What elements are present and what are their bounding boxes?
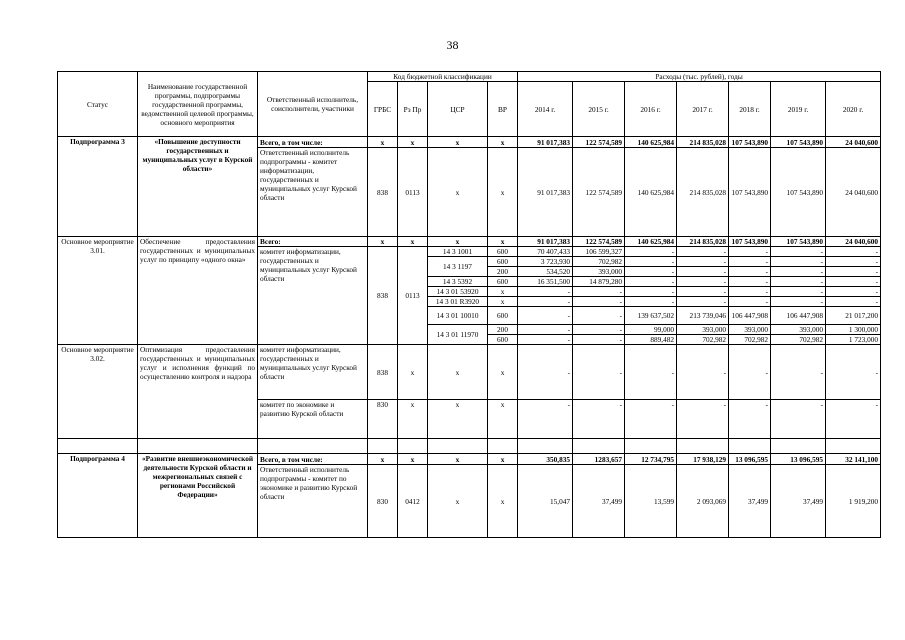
value-cell: - bbox=[826, 297, 881, 307]
value-cell: 24 040,600 bbox=[826, 148, 881, 237]
sub4-total-label: Всего, в том числе: bbox=[258, 454, 368, 465]
value-cell: 91 017,383 bbox=[518, 148, 573, 237]
value-cell: - bbox=[573, 325, 625, 335]
x-mark: х bbox=[368, 237, 398, 247]
value-cell: 13 096,595 bbox=[771, 454, 826, 465]
vr-cell: 600 bbox=[488, 247, 518, 257]
value-cell: - bbox=[771, 257, 826, 267]
value-cell: - bbox=[573, 287, 625, 297]
value-cell: - bbox=[518, 400, 573, 439]
vr-cell: х bbox=[488, 287, 518, 297]
value-cell: - bbox=[518, 335, 573, 345]
value-cell: 107 543,890 bbox=[729, 148, 771, 237]
value-cell: - bbox=[826, 257, 881, 267]
header-name: Наименование государственной программы, подпрограммы государственной программы, ведомственной целевой программы, основного мероприятия bbox=[138, 72, 258, 137]
value-cell: 139 637,502 bbox=[625, 307, 677, 325]
value-cell: 32 141,100 bbox=[826, 454, 881, 465]
x-mark: х bbox=[398, 137, 428, 148]
value-cell: - bbox=[677, 345, 729, 400]
m301-exec-label: комитет информатизации, государственных и муниципальных услуг Курской области bbox=[258, 247, 368, 345]
value-cell: 140 625,984 bbox=[625, 237, 677, 247]
x-mark: х bbox=[488, 454, 518, 465]
m302-exec2-label: комитет по экономике и развитию Курской области bbox=[258, 400, 368, 439]
value-cell: - bbox=[677, 400, 729, 439]
value-cell: 13 096,595 bbox=[729, 454, 771, 465]
csr-cell: 14 3 1001 bbox=[428, 247, 488, 257]
value-cell: 214 835,028 bbox=[677, 148, 729, 237]
value-cell: - bbox=[771, 345, 826, 400]
value-cell: 702,982 bbox=[771, 335, 826, 345]
value-cell: - bbox=[771, 287, 826, 297]
value-cell: - bbox=[677, 277, 729, 287]
value-cell: - bbox=[826, 247, 881, 257]
value-cell: 12 734,795 bbox=[625, 454, 677, 465]
value-cell: 1 919,200 bbox=[826, 465, 881, 538]
value-cell: - bbox=[771, 277, 826, 287]
value-cell: 70 407,433 bbox=[518, 247, 573, 257]
m301-total-label: Всего: bbox=[258, 237, 368, 247]
value-cell: - bbox=[518, 297, 573, 307]
value-cell: 2 093,069 bbox=[677, 465, 729, 538]
csr-cell: 14 3 1197 bbox=[428, 257, 488, 277]
vr-cell: 600 bbox=[488, 257, 518, 267]
value-cell: 15,047 bbox=[518, 465, 573, 538]
value-cell: 107 543,890 bbox=[771, 137, 826, 148]
value-cell: 1 723,000 bbox=[826, 335, 881, 345]
rzpr-cell: 0113 bbox=[398, 247, 428, 345]
header-year: 2019 г. bbox=[771, 82, 826, 137]
vr-cell: 600 bbox=[488, 335, 518, 345]
header-row-1 bbox=[58, 72, 881, 82]
value-cell: - bbox=[625, 247, 677, 257]
value-cell: 122 574,589 bbox=[573, 137, 625, 148]
value-cell: - bbox=[677, 257, 729, 267]
header-vr: ВР bbox=[488, 82, 518, 137]
value-cell: 534,520 bbox=[518, 267, 573, 277]
x-mark: х bbox=[368, 137, 398, 148]
value-cell: - bbox=[729, 297, 771, 307]
value-cell: 350,835 bbox=[518, 454, 573, 465]
value-cell: - bbox=[625, 297, 677, 307]
value-cell: - bbox=[625, 277, 677, 287]
value-cell: - bbox=[729, 257, 771, 267]
x-mark: х bbox=[488, 237, 518, 247]
value-cell: - bbox=[573, 335, 625, 345]
header-year: 2020 г. bbox=[826, 82, 881, 137]
csr-cell: 14 3 5392 bbox=[428, 277, 488, 287]
header-csr: ЦСР bbox=[428, 82, 488, 137]
value-cell: 91 017,383 bbox=[518, 137, 573, 148]
x-mark: х bbox=[368, 454, 398, 465]
header-year: 2015 г. bbox=[573, 82, 625, 137]
value-cell: 106 599,327 bbox=[573, 247, 625, 257]
value-cell: - bbox=[518, 287, 573, 297]
x-mark: х bbox=[488, 148, 518, 237]
m302-name: Оптимизация предоставления государственных и муниципальных услуг и исполнения функций по осуществлению контроля и надзора bbox=[138, 345, 258, 439]
m302-exec1-row bbox=[58, 345, 881, 400]
value-cell: 24 040,600 bbox=[826, 137, 881, 148]
csr-cell: 14 3 01 53920 bbox=[428, 287, 488, 297]
value-cell: - bbox=[625, 400, 677, 439]
sub4-total-row bbox=[58, 454, 881, 465]
m301-total-row bbox=[58, 237, 881, 247]
sub3-total-row bbox=[58, 137, 881, 148]
header-year: 2018 г. bbox=[729, 82, 771, 137]
value-cell: - bbox=[573, 307, 625, 325]
header-year: 2014 г. bbox=[518, 82, 573, 137]
vr-cell: 200 bbox=[488, 325, 518, 335]
value-cell: - bbox=[625, 267, 677, 277]
value-cell: - bbox=[518, 345, 573, 400]
x-mark: х bbox=[428, 465, 488, 538]
value-cell: 393,000 bbox=[771, 325, 826, 335]
value-cell: 140 625,984 bbox=[625, 137, 677, 148]
grbs-cell: 838 bbox=[368, 345, 398, 400]
value-cell: 107 543,890 bbox=[729, 137, 771, 148]
value-cell: 107 543,890 bbox=[771, 237, 826, 247]
value-cell: 37,499 bbox=[729, 465, 771, 538]
value-cell: - bbox=[573, 297, 625, 307]
header-year: 2017 г. bbox=[677, 82, 729, 137]
value-cell: 393,000 bbox=[677, 325, 729, 335]
value-cell: 24 040,600 bbox=[826, 237, 881, 247]
grbs-cell: 830 bbox=[368, 400, 398, 439]
csr-cell: 14 3 01 R3920 bbox=[428, 297, 488, 307]
value-cell: 106 447,908 bbox=[771, 307, 826, 325]
sub3-status: Подпрограмма 3 bbox=[58, 137, 138, 237]
value-cell: - bbox=[771, 297, 826, 307]
value-cell: - bbox=[729, 247, 771, 257]
grbs-cell: 838 bbox=[368, 247, 398, 345]
x-mark: х bbox=[398, 454, 428, 465]
value-cell: - bbox=[771, 400, 826, 439]
header-status: Статус bbox=[58, 72, 138, 137]
value-cell: 122 574,589 bbox=[573, 148, 625, 237]
x-mark: х bbox=[428, 137, 488, 148]
value-cell: - bbox=[677, 287, 729, 297]
csr-cell: 14 3 01 10010 bbox=[428, 307, 488, 325]
budget-table bbox=[57, 71, 881, 538]
grbs-cell: 838 bbox=[368, 148, 398, 237]
value-cell: - bbox=[573, 345, 625, 400]
value-cell: 213 739,046 bbox=[677, 307, 729, 325]
rzpr-cell: 0113 bbox=[398, 148, 428, 237]
value-cell: - bbox=[677, 247, 729, 257]
value-cell: 91 017,383 bbox=[518, 237, 573, 247]
value-cell: 106 447,908 bbox=[729, 307, 771, 325]
x-mark: х bbox=[488, 137, 518, 148]
page-number: 38 bbox=[446, 38, 459, 52]
value-cell: 21 017,200 bbox=[826, 307, 881, 325]
x-mark: х bbox=[398, 400, 428, 439]
value-cell: - bbox=[826, 277, 881, 287]
value-cell: 393,000 bbox=[573, 267, 625, 277]
value-cell: - bbox=[625, 287, 677, 297]
value-cell: 3 723,930 bbox=[518, 257, 573, 267]
value-cell: 214 835,028 bbox=[677, 137, 729, 148]
header-year: 2016 г. bbox=[625, 82, 677, 137]
value-cell: - bbox=[826, 345, 881, 400]
sub4-name: «Развитие внешнеэкономической деятельности Курской области и межрегиональных связей с регионами Российской Федерации» bbox=[138, 454, 258, 538]
value-cell: - bbox=[826, 400, 881, 439]
vr-cell: 600 bbox=[488, 277, 518, 287]
value-cell: - bbox=[518, 307, 573, 325]
value-cell: - bbox=[729, 400, 771, 439]
value-cell: 37,499 bbox=[573, 465, 625, 538]
sub3-exec-label: Ответственный исполнитель подпрограммы - комитет информатизации, государственных и муниципальных услуг Курской области bbox=[258, 148, 368, 237]
spacer-row bbox=[58, 439, 881, 454]
value-cell: - bbox=[573, 400, 625, 439]
value-cell: - bbox=[826, 267, 881, 277]
value-cell: - bbox=[729, 267, 771, 277]
csr-cell: 14 3 01 11970 bbox=[428, 325, 488, 345]
value-cell: 13,599 bbox=[625, 465, 677, 538]
sub3-total-label: Всего, в том числе: bbox=[258, 137, 368, 148]
value-cell: 889,482 bbox=[625, 335, 677, 345]
sub4-status: Подпрограмма 4 bbox=[58, 454, 138, 538]
x-mark: х bbox=[488, 465, 518, 538]
value-cell: - bbox=[729, 277, 771, 287]
x-mark: х bbox=[428, 345, 488, 400]
value-cell: - bbox=[771, 247, 826, 257]
m302-status: Основное мероприятие 3.02. bbox=[58, 345, 138, 439]
sub4-exec-label: Ответственный исполнитель подпрограммы - комитет по экономике и развитию Курской области bbox=[258, 465, 368, 538]
value-cell: - bbox=[729, 287, 771, 297]
x-mark: х bbox=[428, 400, 488, 439]
header-executor: Ответственный исполнитель, соисполнители, участники bbox=[258, 72, 368, 137]
x-mark: х bbox=[398, 345, 428, 400]
value-cell: - bbox=[625, 345, 677, 400]
value-cell: 14 879,280 bbox=[573, 277, 625, 287]
value-cell: 17 938,129 bbox=[677, 454, 729, 465]
vr-cell: 200 bbox=[488, 267, 518, 277]
value-cell: 99,000 bbox=[625, 325, 677, 335]
m301-name: Обеспечение предоставления государственных и муниципальных услуг по принципу «одного окна» bbox=[138, 237, 258, 345]
x-mark: х bbox=[488, 400, 518, 439]
header-rzpr: Рз Пр bbox=[398, 82, 428, 137]
value-cell: 122 574,589 bbox=[573, 237, 625, 247]
value-cell: - bbox=[677, 297, 729, 307]
value-cell: 140 625,984 bbox=[625, 148, 677, 237]
x-mark: х bbox=[488, 345, 518, 400]
m301-status: Основное мероприятие 3.01. bbox=[58, 237, 138, 345]
value-cell: 1 300,000 bbox=[826, 325, 881, 335]
x-mark: х bbox=[428, 237, 488, 247]
x-mark: х bbox=[398, 237, 428, 247]
value-cell: - bbox=[729, 345, 771, 400]
value-cell: - bbox=[518, 325, 573, 335]
value-cell: - bbox=[771, 267, 826, 277]
value-cell: 37,499 bbox=[771, 465, 826, 538]
header-expenses: Расходы (тыс. рублей), годы bbox=[518, 72, 881, 82]
value-cell: 702,982 bbox=[677, 335, 729, 345]
x-mark: х bbox=[428, 454, 488, 465]
vr-cell: 600 bbox=[488, 307, 518, 325]
x-mark: х bbox=[428, 148, 488, 237]
value-cell: 1283,657 bbox=[573, 454, 625, 465]
value-cell: 16 351,500 bbox=[518, 277, 573, 287]
value-cell: - bbox=[677, 267, 729, 277]
header-grbs: ГРБС bbox=[368, 82, 398, 137]
rzpr-cell: 0412 bbox=[398, 465, 428, 538]
value-cell: - bbox=[826, 287, 881, 297]
value-cell: 214 835,028 bbox=[677, 237, 729, 247]
m302-exec1-label: комитет информатизации, государственных и муниципальных услуг Курской области bbox=[258, 345, 368, 400]
vr-cell: х bbox=[488, 297, 518, 307]
value-cell: - bbox=[625, 257, 677, 267]
grbs-cell: 830 bbox=[368, 465, 398, 538]
value-cell: 107 543,890 bbox=[729, 237, 771, 247]
header-budget-code: Код бюджетной классификации bbox=[368, 72, 518, 82]
value-cell: 107 543,890 bbox=[771, 148, 826, 237]
sub3-name: «Повышение доступности государственных и муниципальных услуг в Курской области» bbox=[138, 137, 258, 237]
value-cell: 393,000 bbox=[729, 325, 771, 335]
value-cell: 702,982 bbox=[573, 257, 625, 267]
value-cell: 702,982 bbox=[729, 335, 771, 345]
